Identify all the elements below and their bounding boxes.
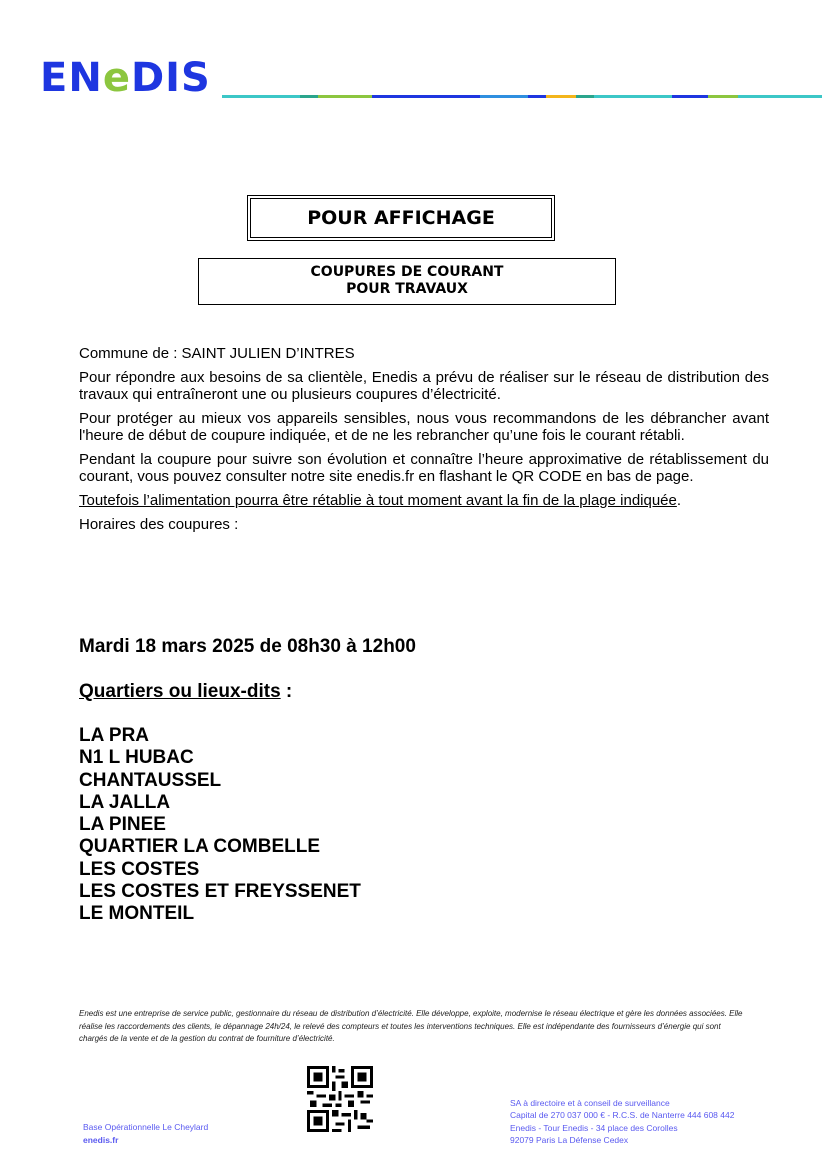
commune: Commune de : SAINT JULIEN D’INTRES (79, 345, 355, 362)
notice-subtitle (198, 258, 616, 305)
paragraph-3: Pendant la coupure pour suivre son évolution et connaître l’heure approximative de rétablissement du courant, vous pouvez consulter notre site enedis.fr en flashant le QR CODE en bas de page. (79, 451, 769, 485)
list-item: CHANTAUSSEL (79, 769, 222, 791)
period: . (676, 492, 682, 509)
list-item: QUARTIER LA COMBELLE (79, 836, 321, 858)
list-item: LA PINEE (79, 814, 166, 836)
website-link[interactable]: enedis.fr (83, 1134, 119, 1145)
base-name: Base Opérationnelle Le Cheylard (83, 1122, 209, 1132)
paragraph-1: Pour répondre aux besoins de sa clientèle, Enedis a prévu de réaliser sur le réseau de distribution des travaux qui entraîneront une ou plusieurs coupures d’électricité. (79, 369, 769, 403)
subtitle-line-2: POUR TRAVAUX (346, 281, 468, 297)
restoration-warning: Toutefois l’alimentation pourra être rétablie à tout moment avant la fin de la plage indiquée (79, 492, 677, 509)
list-item: N1 L HUBAC (79, 747, 194, 769)
quartiers-label: Quartiers ou lieux-dits (79, 681, 281, 702)
subtitle-line-1: COUPURES DE COURANT (310, 264, 504, 280)
outage-date: Mardi 18 mars 2025 de 08h30 à 12h00 (79, 636, 416, 657)
paragraph-4 (79, 492, 769, 509)
colon: : (280, 681, 293, 702)
base-address (83, 1121, 208, 1146)
list-item: LES COSTES (79, 858, 200, 880)
list-item: LES COSTES ET FREYSSENET (79, 881, 361, 903)
company-line: 92079 Paris La Défense Cedex (510, 1134, 629, 1145)
list-item: LE MONTEIL (79, 903, 195, 925)
company-line: Enedis - Tour Enedis - 34 place des Corolles (510, 1122, 678, 1133)
enedis-logo: ENeDIS (40, 55, 211, 101)
notice-title: POUR AFFICHAGE (247, 195, 555, 241)
paragraph-2: Pour protéger au mieux vos appareils sensibles, nous vous recommandons de les débrancher avant l'heure de début de coupure indiquée, et de ne les rebrancher qu’une fois le courant rétabli. (79, 410, 769, 444)
qr-code[interactable] (307, 1066, 373, 1132)
header-color-rule (222, 95, 822, 98)
list-item: LA PRA (79, 725, 150, 746)
company-info (510, 1097, 734, 1146)
quartiers-heading (79, 681, 292, 703)
list-item: LA JALLA (79, 791, 171, 813)
company-line: SA à directoire et à conseil de surveillance (510, 1098, 670, 1108)
notice-body (79, 345, 769, 540)
legal-notice: Enedis est une entreprise de service public, gestionnaire du réseau de distribution d’électricité. Elle développe, exploite, modernise le réseau électrique et gère les données associées. Elle réalise les raccordements des clients, le dépannage 24h/24, le relevé des compteurs et toutes les interventions techniques. Elle est indépendante des fournisseurs d’énergie qui sont chargés de la vente et de la gestion du contrat de fourniture d’électricité. (79, 1009, 743, 1043)
paragraph-5: Horaires des coupures : (79, 516, 239, 533)
quartiers-list (79, 725, 361, 926)
company-line: Capital de 270 037 000 € - R.C.S. de Nanterre 444 608 442 (510, 1110, 735, 1121)
